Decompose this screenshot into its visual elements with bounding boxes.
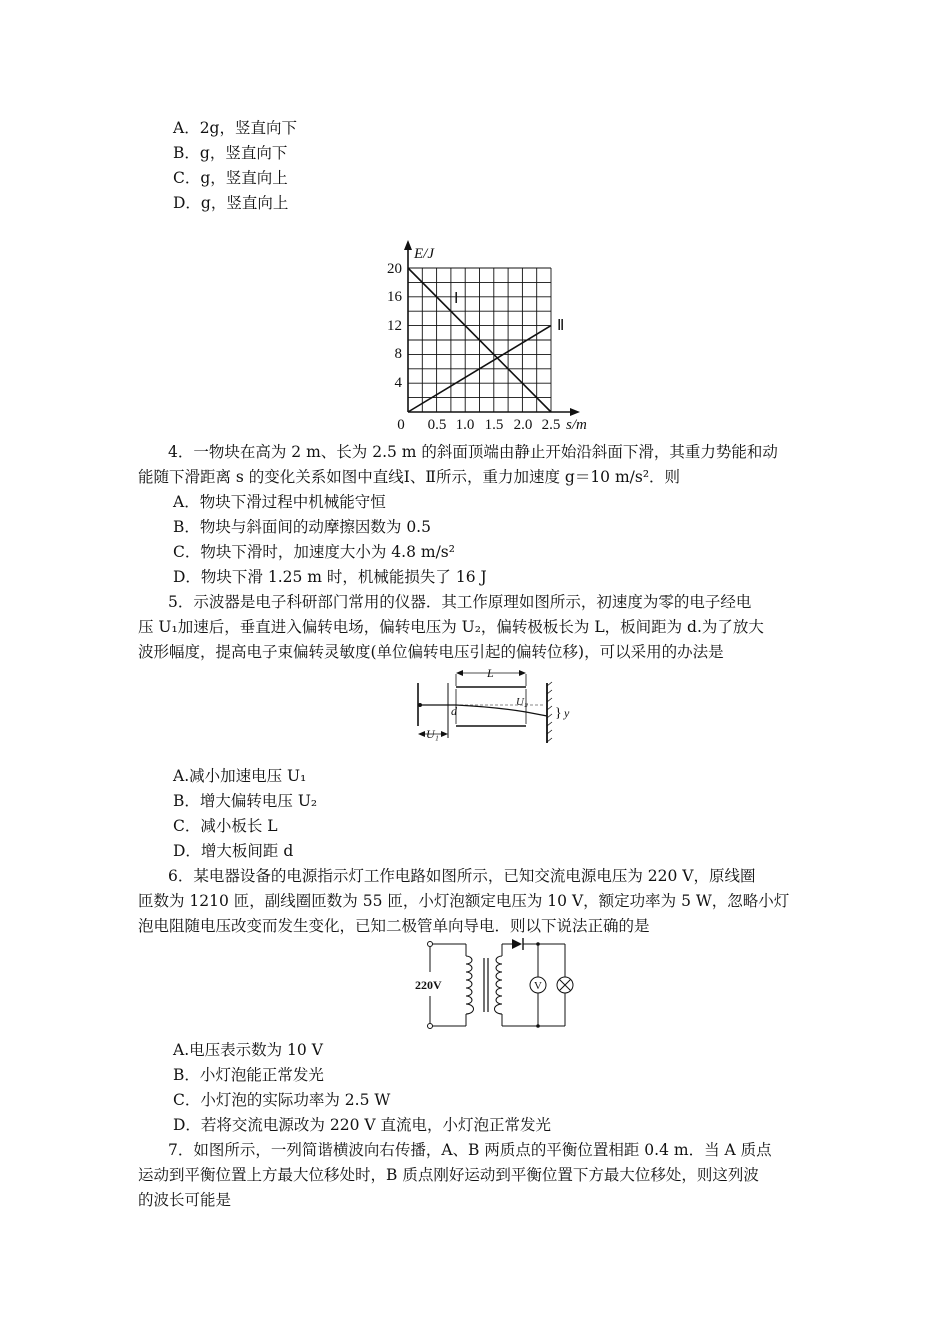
q7-stem-line2: 运动到平衡位置上方最大位移处时，B 质点刚好运动到平衡位置下方最大位移处，则这列波 <box>138 1166 759 1184</box>
q6-option-a: A.电压表示数为 10 V <box>173 1041 323 1059</box>
l-arrow-right <box>519 670 526 676</box>
q3-option-b: B．g，竖直向下 <box>173 144 288 162</box>
y-brace: } <box>555 706 562 721</box>
terminal-bottom <box>428 1024 433 1029</box>
q5-option-b: B．增大偏转电压 U₂ <box>173 792 318 810</box>
terminal-top <box>428 942 433 947</box>
q3-option-c: C．g，竖直向上 <box>173 169 288 187</box>
primary-coil <box>466 956 474 1014</box>
q4-option-c: C．物块下滑时，加速度大小为 4.8 m/s² <box>173 543 455 561</box>
q6-option-c: C．小灯泡的实际功率为 2.5 W <box>173 1091 391 1109</box>
y-tick-label: 8 <box>394 346 402 362</box>
q5-stem-line1: 5．示波器是电子科研部门常用的仪器．其工作原理如图所示，初速度为零的电子经电 <box>168 593 752 611</box>
l-arrow-left <box>456 670 463 676</box>
u1-arrow-left <box>418 731 425 737</box>
oscilloscope-diagram <box>405 664 575 749</box>
x-tick-label: 1.5 <box>484 417 504 433</box>
q5-option-d: D．增大板间距 d <box>173 842 294 860</box>
x-tick-label: 0.5 <box>427 417 447 433</box>
q4-stem-line2: 能随下滑距离 s 的变化关系如图中直线Ⅰ、Ⅱ所示，重力加速度 g＝10 m/s²．则 <box>138 468 681 486</box>
x-tick-label: 2.0 <box>513 417 533 433</box>
label-L: L <box>487 666 494 680</box>
energy-chart <box>370 236 610 436</box>
x-axis-arrow <box>570 408 580 416</box>
x-tick-label: 2.5 <box>541 417 561 433</box>
series-label-I: Ⅰ <box>454 291 459 307</box>
source-voltage-label: 220V <box>415 978 442 992</box>
q5-stem-line2: 压 U₁加速后，垂直进入偏转电场，偏转电压为 U₂，偏转极板长为 L，板间距为 d.为了放大 <box>138 618 764 636</box>
transformer-circuit <box>410 934 580 1034</box>
q4-option-d: D．物块下滑 1.25 m 时，机械能损失了 16 J <box>173 568 487 586</box>
q3-option-d: D．g，竖直向上 <box>173 194 289 212</box>
q5-stem-line3: 波形幅度，提高电子束偏转灵敏度(单位偏转电压引起的偏转位移)，可以采用的办法是 <box>138 643 724 661</box>
q3-option-a: A．2g，竖直向下 <box>173 119 297 137</box>
x-tick-label: 1.0 <box>455 417 475 433</box>
q7-stem-line3: 的波长可能是 <box>138 1191 232 1209</box>
x-axis-label: s/m <box>566 417 587 433</box>
label-d: d <box>451 704 457 718</box>
q7-stem-line1: 7．如图所示，一列简谐横波向右传播，A、B 两质点的平衡位置相距 0.4 m．当 A 质点 <box>168 1141 772 1159</box>
y-axis-arrow <box>404 240 412 250</box>
y-tick-label: 4 <box>394 375 402 391</box>
series-label-II: Ⅱ <box>557 318 565 334</box>
voltmeter-label: V <box>534 980 542 992</box>
q4-stem-line1: 4．一物块在高为 2 m、长为 2.5 m 的斜面顶端由静止开始沿斜面下滑，其重力势能和动 <box>168 443 778 461</box>
label-U2: U₂ <box>516 696 528 708</box>
q5-option-c: C．减小板长 L <box>173 817 278 835</box>
q6-option-d: D．若将交流电源改为 220 V 直流电，小灯泡正常发光 <box>173 1116 551 1134</box>
q6-stem-line3: 泡电阻随电压改变而发生变化，已知二极管单向导电．则以下说法正确的是 <box>138 917 650 935</box>
origin-label: 0 <box>397 417 405 433</box>
electron-beam <box>420 705 547 716</box>
q6-option-b: B．小灯泡能正常发光 <box>173 1066 324 1084</box>
y-axis-label: E/J <box>414 246 434 262</box>
y-tick-label: 12 <box>387 318 402 334</box>
label-y: y <box>564 706 570 720</box>
label-U1: U₁ <box>426 727 439 741</box>
diode <box>512 939 522 949</box>
secondary-coil <box>495 956 503 1014</box>
y-tick-label: 20 <box>387 261 402 277</box>
u1-arrow-right <box>441 731 448 737</box>
q4-option-a: A．物块下滑过程中机械能守恒 <box>173 493 386 511</box>
q5-option-a: A.减小加速电压 U₁ <box>173 767 307 785</box>
q6-stem-line2: 匝数为 1210 匝，副线圈匝数为 55 匝，小灯泡额定电压为 10 V，额定功率为 5 W，忽略小灯 <box>138 892 790 910</box>
y-tick-label: 16 <box>387 289 402 305</box>
q6-stem-line1: 6．某电器设备的电源指示灯工作电路如图所示，已知交流电源电压为 220 V，原线圈 <box>168 867 756 885</box>
q4-option-b: B．物块与斜面间的动摩擦因数为 0.5 <box>173 518 431 536</box>
